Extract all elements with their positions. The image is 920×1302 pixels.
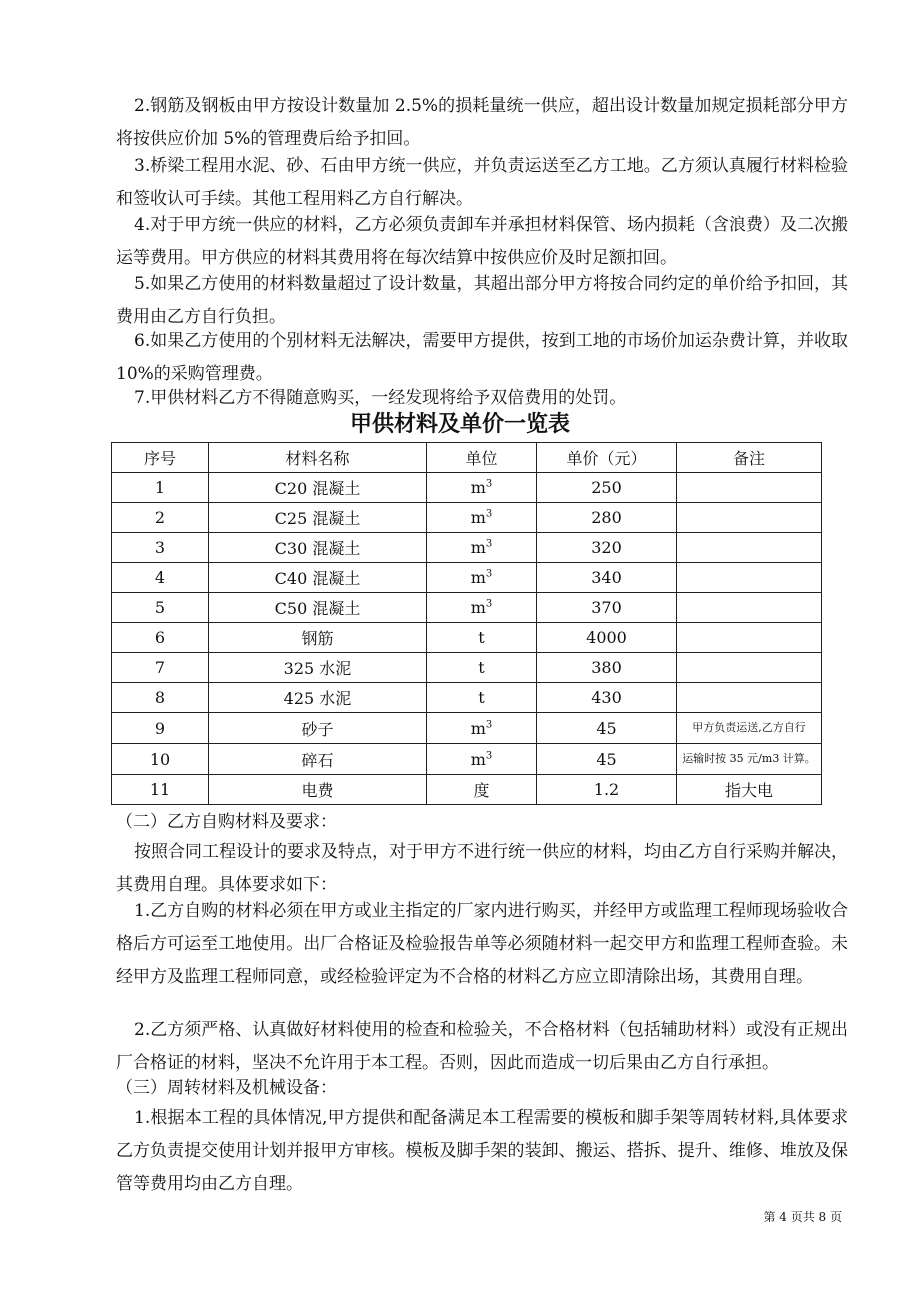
- cell-no: 4: [112, 563, 209, 593]
- cell-price: 45: [537, 713, 677, 744]
- cell-no: 8: [112, 683, 209, 713]
- cell-unit: [427, 473, 537, 503]
- cell-unit: [427, 713, 537, 744]
- cell-note: 指大电: [677, 775, 822, 805]
- unit-superscript: 3: [485, 478, 493, 490]
- paragraph-7: 7.甲供材料乙方不得随意购买，一经发现将给予双倍费用的处罚。: [134, 388, 627, 408]
- table-row: [112, 593, 822, 623]
- cell-name: C25 混凝土: [209, 503, 427, 533]
- section-2-heading: （二）乙方自购材料及要求：: [116, 812, 337, 832]
- cell-unit: [427, 503, 537, 533]
- table-row: [112, 744, 822, 775]
- unit-text: m: [470, 478, 486, 497]
- paragraph-3: 3.桥梁工程用水泥、砂、石由甲方统一供应，并负责运送至乙方工地。乙方须认真履行材料检验和签收认可手续。其他工程用料乙方自行解决。: [116, 156, 848, 209]
- cell-price: 4000: [537, 623, 677, 653]
- unit-text: 度: [473, 781, 490, 800]
- paragraph-6: 6.如果乙方使用的个别材料无法解决，需要甲方提供，按到工地的市场价加运杂费计算，并收取 10%的采购管理费。: [116, 331, 848, 384]
- header-unit: 单位: [427, 443, 537, 473]
- cell-unit: [427, 653, 537, 683]
- unit-text: m: [470, 749, 486, 769]
- cell-no: 10: [112, 744, 209, 775]
- unit-text: m: [470, 568, 486, 587]
- unit-superscript: 3: [485, 508, 493, 520]
- unit-text: m: [470, 538, 486, 557]
- unit-superscript: 3: [485, 598, 493, 610]
- cell-note: [677, 623, 822, 653]
- paragraph-4: 4.对于甲方统一供应的材料，乙方必须负责卸车并承担材料保管、场内损耗（含浪费）及二次搬运等费用。甲方供应的材料其费用将在每次结算中按供应价及时足额扣回。: [116, 215, 848, 268]
- unit-text: m: [470, 718, 486, 738]
- cell-no: 3: [112, 533, 209, 563]
- cell-note: 运输时按 35 元/m3 计算。: [677, 744, 822, 775]
- cell-name: 电费: [209, 775, 427, 805]
- cell-price: 280: [537, 503, 677, 533]
- table-row: [112, 683, 822, 713]
- cell-unit: [427, 623, 537, 653]
- cell-unit: [427, 775, 537, 805]
- cell-name: C30 混凝土: [209, 533, 427, 563]
- section-3-item-1: 1.根据本工程的具体情况,甲方提供和配备满足本工程需要的模板和脚手架等周转材料,具体要求乙方负责提交使用计划并报甲方审核。模板及脚手架的装卸、搬运、搭拆、提升、维修、堆放及保管等费用均由乙方自理。: [116, 1108, 848, 1194]
- table-row: [112, 473, 822, 503]
- cell-unit: [427, 533, 537, 563]
- header-price: 单价（元）: [537, 443, 677, 473]
- cell-no: 11: [112, 775, 209, 805]
- unit-text: m: [470, 508, 486, 527]
- cell-name: 碎石: [209, 744, 427, 775]
- paragraph-2: 2.钢筋及钢板由甲方按设计数量加 2.5%的损耗量统一供应，超出设计数量加规定损耗部分甲方将按供应价加 5%的管理费后给予扣回。: [116, 96, 848, 149]
- cell-unit: [427, 593, 537, 623]
- cell-no: 2: [112, 503, 209, 533]
- cell-note: [677, 593, 822, 623]
- header-no: 序号: [112, 443, 209, 473]
- cell-name: 钢筋: [209, 623, 427, 653]
- section-2-intro: 按照合同工程设计的要求及特点，对于甲方不进行统一供应的材料，均由乙方自行采购并解决，其费用自理。具体要求如下：: [116, 842, 848, 895]
- cell-note: [677, 683, 822, 713]
- cell-name: 325 水泥: [209, 653, 427, 683]
- cell-note: [677, 653, 822, 683]
- table-row: [112, 775, 822, 805]
- cell-note: 甲方负责运送,乙方自行: [677, 713, 822, 744]
- table-header-row: [112, 443, 822, 473]
- cell-price: 430: [537, 683, 677, 713]
- cell-note: [677, 473, 822, 503]
- cell-name: C20 混凝土: [209, 473, 427, 503]
- unit-text: t: [478, 628, 485, 647]
- header-note: 备注: [677, 443, 822, 473]
- table-row: [112, 623, 822, 653]
- unit-superscript: 3: [485, 538, 493, 550]
- unit-text: t: [478, 658, 485, 677]
- unit-superscript: 3: [485, 750, 493, 762]
- cell-price: 370: [537, 593, 677, 623]
- cell-unit: [427, 683, 537, 713]
- unit-superscript: 3: [485, 568, 493, 580]
- table-row: [112, 533, 822, 563]
- table-row: [112, 563, 822, 593]
- paragraph-5: 5.如果乙方使用的材料数量超过了设计数量，其超出部分甲方将按合同约定的单价给予扣回，其费用由乙方自行负担。: [116, 274, 848, 327]
- section-2-item-1: 1.乙方自购的材料必须在甲方或业主指定的厂家内进行购买，并经甲方或监理工程师现场验收合格后方可运至工地使用。出厂合格证及检验报告单等必须随材料一起交甲方和监理工程师查验。未经甲方及监理工程师同意，或经检验评定为不合格的材料乙方应立即清除出场，其费用自理。: [116, 901, 848, 987]
- unit-text: m: [470, 598, 486, 617]
- cell-price: 45: [537, 744, 677, 775]
- table-row: [112, 713, 822, 744]
- cell-note: [677, 533, 822, 563]
- cell-no: 1: [112, 473, 209, 503]
- cell-no: 9: [112, 713, 209, 744]
- cell-name: C40 混凝土: [209, 563, 427, 593]
- section-3-heading: （三）周转材料及机械设备：: [116, 1078, 337, 1098]
- unit-text: t: [478, 688, 485, 707]
- cell-price: 340: [537, 563, 677, 593]
- cell-price: 380: [537, 653, 677, 683]
- cell-name: 砂子: [209, 713, 427, 744]
- cell-no: 7: [112, 653, 209, 683]
- cell-unit: [427, 563, 537, 593]
- cell-no: 5: [112, 593, 209, 623]
- table-row: [112, 653, 822, 683]
- cell-price: 250: [537, 473, 677, 503]
- materials-table: [111, 442, 822, 805]
- table-row: [112, 503, 822, 533]
- cell-unit: [427, 744, 537, 775]
- section-2-item-2: 2.乙方须严格、认真做好材料使用的检查和检验关，不合格材料（包括辅助材料）或没有正规出厂合格证的材料，坚决不允许用于本工程。否则，因此而造成一切后果由乙方自行承担。: [116, 1020, 848, 1073]
- header-name: 材料名称: [209, 443, 427, 473]
- cell-name: 425 水泥: [209, 683, 427, 713]
- cell-price: 1.2: [537, 775, 677, 805]
- page-footer: 第 4 页共 8 页: [763, 1210, 842, 1224]
- cell-name: C50 混凝土: [209, 593, 427, 623]
- cell-price: 320: [537, 533, 677, 563]
- cell-note: [677, 563, 822, 593]
- table-title: 甲供材料及单价一览表: [349, 412, 570, 437]
- cell-no: 6: [112, 623, 209, 653]
- cell-note: [677, 503, 822, 533]
- unit-superscript: 3: [485, 719, 493, 731]
